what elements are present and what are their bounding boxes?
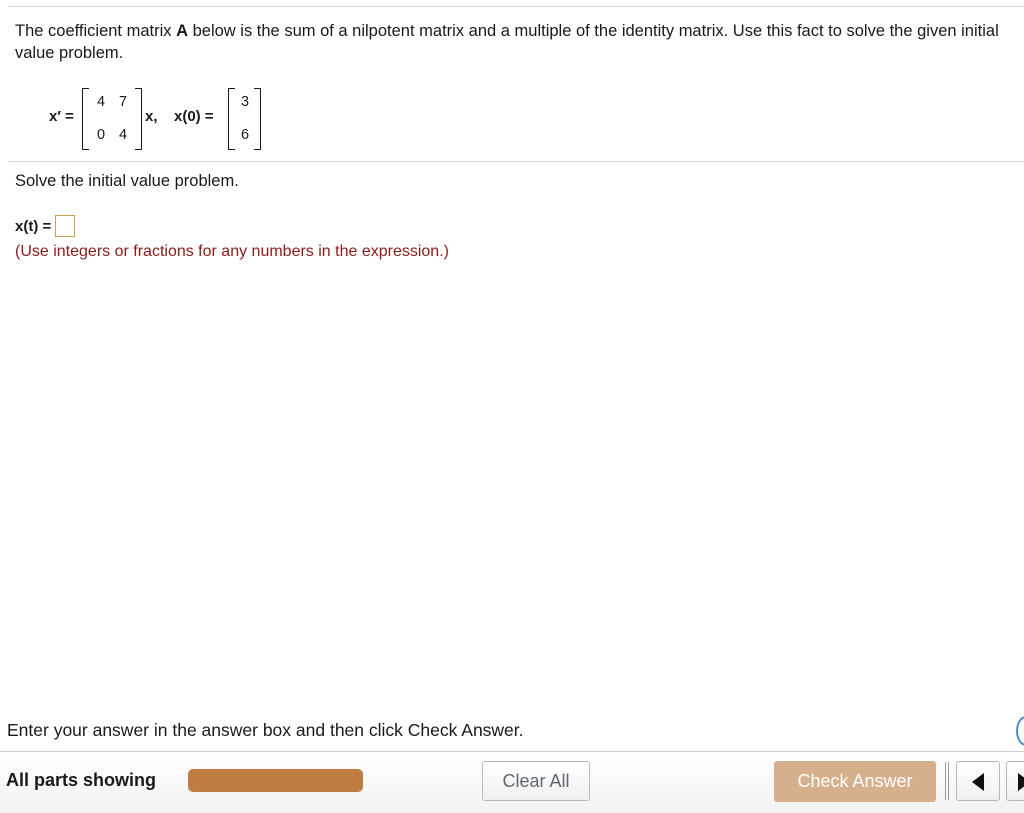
check-answer-button[interactable]: Check Answer	[774, 761, 936, 802]
question-matrix-symbol: A	[176, 22, 189, 40]
matrix-cell-01: 7	[118, 94, 128, 110]
right-arrow-icon	[1018, 773, 1024, 791]
question-part1: The coefficient matrix	[15, 22, 177, 40]
vector-cell-1: 6	[240, 127, 250, 143]
matrix-right-bracket	[135, 88, 142, 150]
ivp-equation	[0, 86, 300, 156]
vector-left-bracket	[228, 88, 235, 150]
footer-bar	[0, 752, 1024, 813]
question-part2: below is the sum of a nilpotent matrix and a multiple of the identity matrix. Use this fact to solve the given initial value problem.	[15, 22, 999, 62]
answer-row	[15, 214, 75, 238]
question-text	[15, 20, 1015, 64]
answer-input-box[interactable]	[55, 215, 75, 237]
solve-prompt: Solve the initial value problem.	[15, 172, 239, 190]
answer-hint: (Use integers or fractions for any numbers in the expression.)	[15, 243, 449, 260]
nav-separator-2	[948, 762, 949, 800]
section-divider	[8, 161, 1024, 162]
nav-separator	[945, 762, 946, 800]
left-arrow-icon	[972, 773, 984, 791]
initial-condition-label: x(0) =	[174, 108, 214, 125]
matrix-cell-11: 4	[118, 127, 128, 143]
info-icon[interactable]	[1016, 716, 1024, 746]
equation-lhs: x′ =	[49, 108, 74, 125]
parts-label: All parts showing	[6, 770, 157, 790]
equation-vector-x: x,	[145, 108, 158, 125]
matrix-left-bracket	[82, 88, 89, 150]
vector-cell-0: 3	[240, 94, 250, 110]
matrix-cell-00: 4	[96, 94, 106, 110]
matrix-cell-10: 0	[96, 127, 106, 143]
instructions-text: Enter your answer in the answer box and then click Check Answer.	[7, 720, 524, 740]
clear-all-button[interactable]: Clear All	[482, 761, 590, 801]
answer-label: x(t) =	[15, 217, 52, 235]
previous-button[interactable]	[956, 761, 1000, 801]
top-divider	[8, 6, 1024, 7]
next-button[interactable]	[1006, 761, 1024, 801]
vector-right-bracket	[254, 88, 261, 150]
progress-bar	[188, 769, 363, 792]
